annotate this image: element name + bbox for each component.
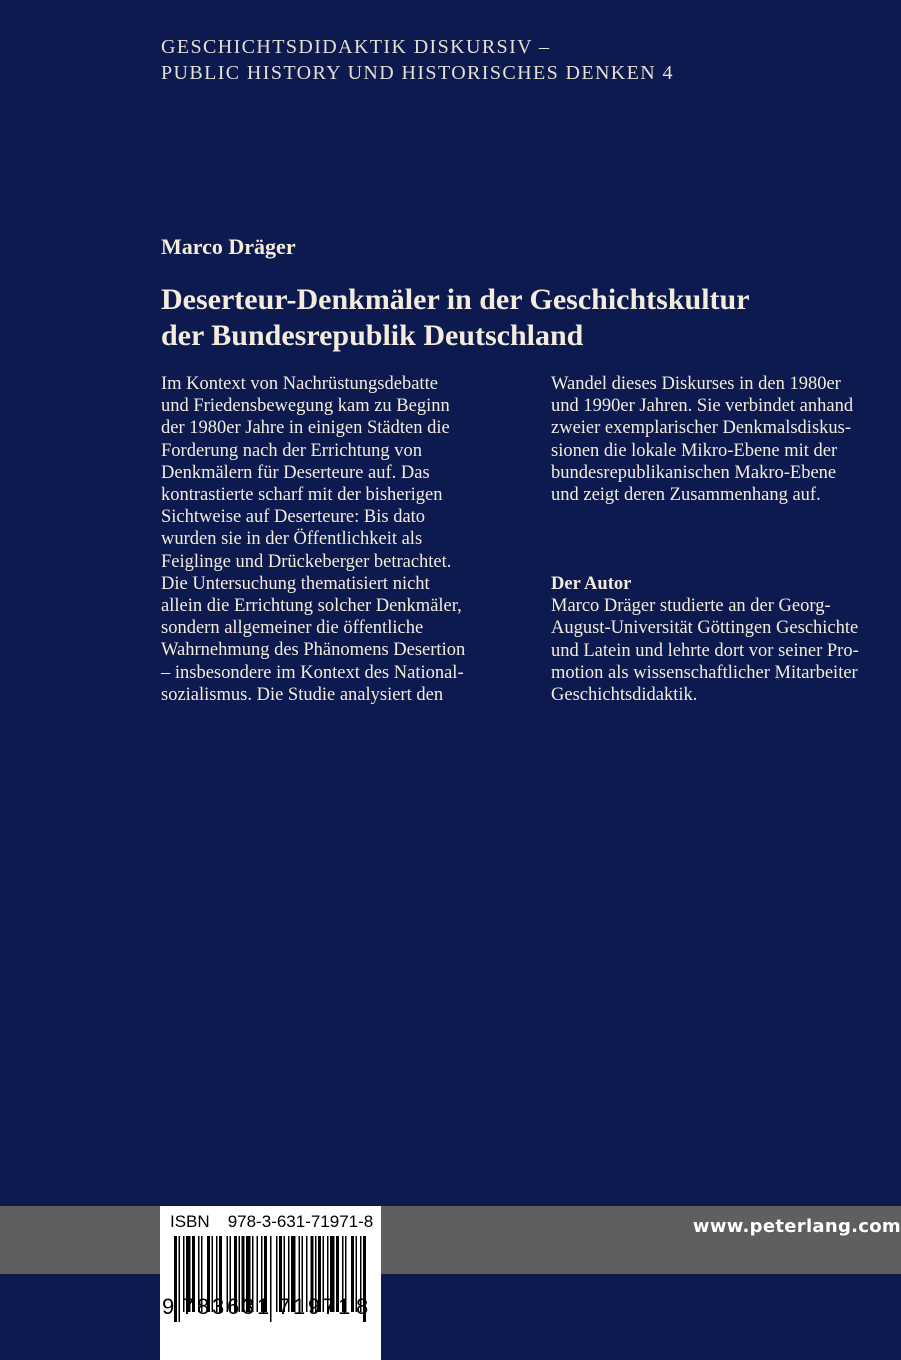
blurb-line: sondern allgemeiner die öffentliche	[161, 618, 424, 639]
bio-line: motion als wissenschaftlicher Mitarbeiter	[551, 662, 858, 683]
blurb-line: bundesrepublikanischen Makro-Ebene	[551, 462, 837, 483]
blurb-line: Feiglinge und Drückeberger betrachtet.	[161, 551, 452, 572]
barcode-digit: 7	[323, 1294, 336, 1319]
blurb-line: – insbesondere im Kontext des National-	[161, 662, 464, 683]
blurb-line: und zeigt deren Zusammenhang auf.	[551, 485, 821, 506]
blurb-right-column	[551, 373, 853, 506]
blurb-line: der 1980er Jahre in einigen Städten die	[161, 418, 450, 439]
isbn-label: ISBN	[170, 1212, 210, 1231]
publisher-website: www.peterlang.com	[692, 1216, 901, 1237]
bio-line: August-Universität Göttingen Geschichte	[551, 618, 859, 639]
bio-heading: Der Autor	[551, 574, 632, 594]
blurb-line: Die Untersuchung thematisiert nicht	[161, 573, 430, 594]
blurb-line: Forderung nach der Errichtung von	[161, 440, 422, 461]
blurb-line: Sichtweise auf Deserteure: Bis dato	[161, 507, 426, 528]
blurb-line: Wandel dieses Diskurses in den 1980er	[551, 374, 841, 394]
author-bio	[551, 573, 859, 706]
blurb-line: Im Kontext von Nachrüstungsdebatte	[161, 374, 438, 394]
series-line-2: PUBLIC HISTORY UND HISTORISCHES DENKEN 4	[161, 62, 674, 84]
barcode-bar	[351, 1236, 354, 1312]
barcode-digit: 8	[197, 1294, 210, 1319]
blurb-line: Wahrnehmung des Phänomens Desertion	[161, 640, 466, 661]
barcode-bar	[174, 1236, 177, 1322]
barcode-digit: 9	[308, 1294, 321, 1319]
barcode-digit: 1	[338, 1294, 351, 1319]
barcode-digit: 7	[278, 1294, 291, 1319]
blurb-line: zweier exemplarischer Denkmalsdiskus-	[551, 418, 852, 439]
barcode-digit: 3	[242, 1294, 255, 1319]
bio-line: Marco Dräger studierte an der Georg-	[551, 596, 831, 617]
isbn-barcode-box	[160, 1206, 381, 1360]
title-line-1: Deserteur-Denkmäler in der Geschichtskultur	[161, 283, 750, 316]
barcode-digit: 1	[257, 1294, 270, 1319]
series-title	[161, 34, 674, 86]
isbn-label-line	[170, 1212, 373, 1232]
blurb-line: kontrastierte scharf mit der bisherigen	[161, 485, 443, 506]
blurb-line: allein die Errichtung solcher Denkmäler,	[161, 596, 462, 617]
barcode-digit: 1	[293, 1294, 306, 1319]
bio-line: und Latein und lehrte dort vor seiner Pro-	[551, 640, 859, 661]
barcode-digit: 6	[227, 1294, 240, 1319]
title-line-2: der Bundesrepublik Deutschland	[161, 319, 584, 352]
author-name: Marco Dräger	[161, 234, 296, 259]
isbn-number: 978-3-631-71971-8	[227, 1212, 374, 1231]
blurb-line: sionen die lokale Mikro-Ebene mit der	[551, 440, 838, 461]
barcode-digit: 3	[212, 1294, 225, 1319]
book-title	[161, 282, 750, 354]
barcode-digit: 8	[356, 1294, 369, 1319]
barcode-digit: 9	[162, 1294, 175, 1319]
barcode-digit: 7	[182, 1294, 195, 1319]
bio-line: Geschichtsdidaktik.	[551, 685, 698, 706]
blurb-line: sozialismus. Die Studie analysiert den	[161, 684, 444, 705]
blurb-line: wurden sie in der Öffentlichkeit als	[161, 529, 423, 550]
blurb-line: und Friedensbewegung kam zu Beginn	[161, 396, 450, 417]
blurb-left-column	[161, 373, 465, 706]
barcode-bar	[270, 1236, 272, 1322]
barcode-bar	[179, 1236, 181, 1322]
blurb-line: Denkmälern für Deserteure auf. Das	[161, 462, 430, 483]
series-line-1: GESCHICHTSDIDAKTIK DISKURSIV –	[161, 36, 551, 58]
blurb-line: und 1990er Jahren. Sie verbindet anhand	[551, 396, 854, 417]
